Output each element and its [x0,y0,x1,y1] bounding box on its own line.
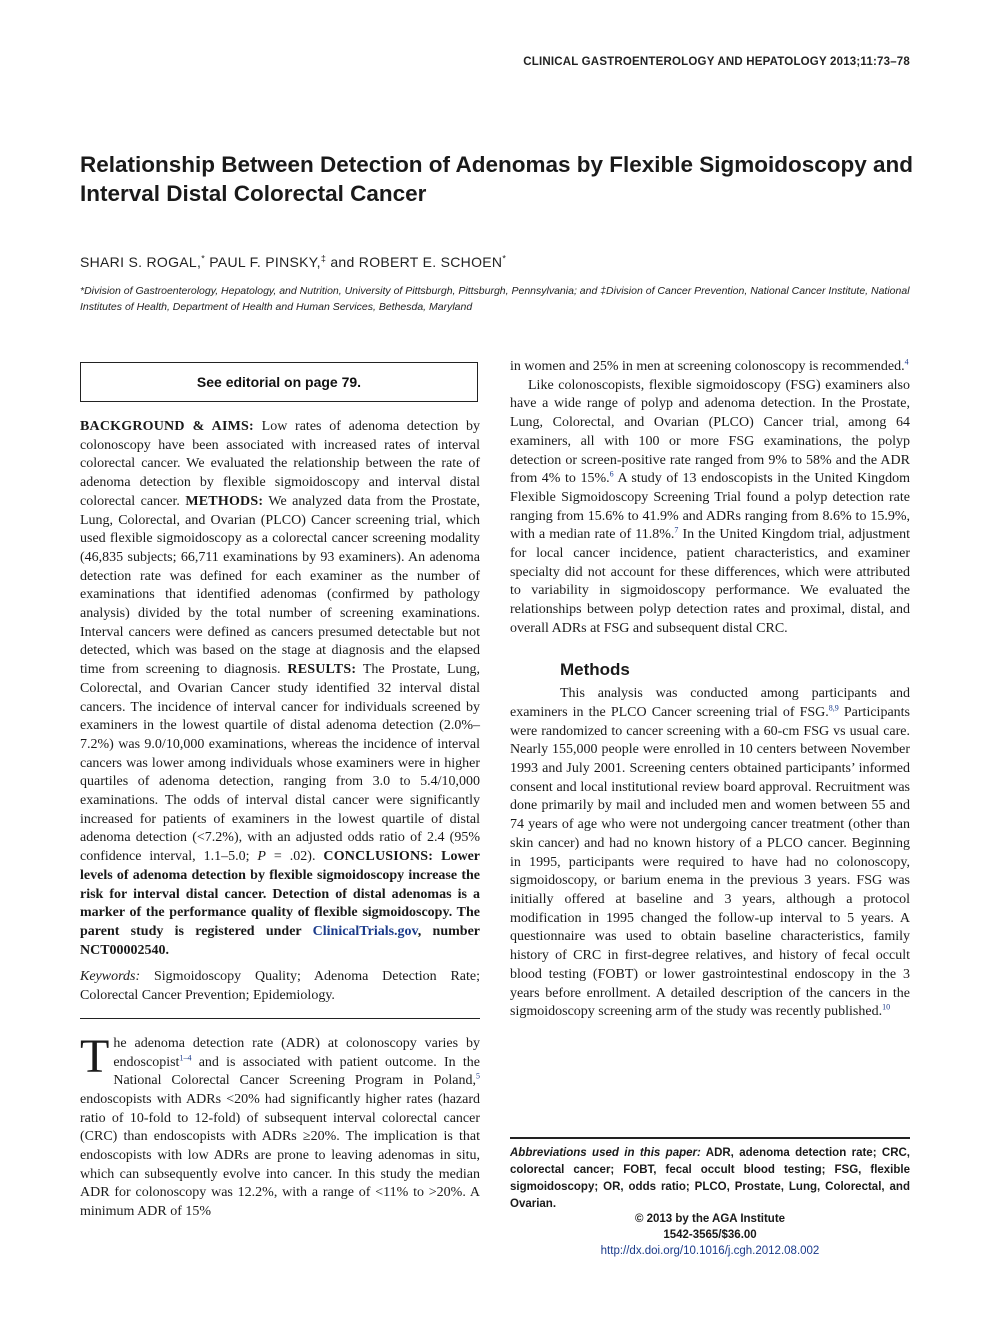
copyright-footer [510,1211,910,1259]
author-list [80,254,506,270]
intro-paragraph [80,1029,480,1222]
clinicaltrials-link[interactable]: ClinicalTrials.gov [312,923,418,939]
author-mark: ‡ [320,253,327,264]
author-schoen: and ROBERT E. SCHOEN [326,254,503,270]
left-column [80,418,480,1222]
abbreviations-box [510,1137,910,1213]
methods-heading: Methods [560,659,630,679]
body-paragraph [510,377,910,639]
abstract-background-heading: BACKGROUND & AIMS: [80,419,254,434]
author-mark: * [502,253,507,264]
citation-ref[interactable]: 6 [609,469,614,479]
keywords-text: Sigmoidoscopy Quality; Adenoma Detection Rate; Colorectal Cancer Prevention; Epidemiology. [80,969,480,1004]
abstract-conclusions-end: , number NCT00002540. [80,923,480,958]
abstract-conclusions-heading: CONCLUSIONS: [323,849,434,865]
doi-link[interactable]: http://dx.doi.org/10.1016/j.cgh.2012.08.002 [600,1245,820,1257]
drop-cap: T [80,1029,110,1083]
body-paragraph [510,358,910,377]
editorial-link-box[interactable]: See editorial on page 79. [80,362,478,402]
p-value-symbol: P [257,849,266,865]
citation-ref[interactable]: 8,9 [828,703,839,713]
abbreviations-text: ADR, adenoma detection rate; CRC, colorectal cancer; FOBT, fecal occult blood testing; FSG, flexible sigmoidoscopy; OR, odds ratio; PLCO, Prostate, Lung, Colorectal, and Ovarian. [510,1147,911,1210]
abstract-results-heading: RESULTS: [287,662,357,678]
divider [80,1018,480,1019]
article-title: Relationship Between Detection of Adenomas by Flexible Sigmoidoscopy and Interval Distal Colorectal Cancer [80,152,914,206]
abstract-results-text-end: = .02). [265,849,324,865]
citation-ref[interactable]: 10 [882,1002,891,1012]
keywords [80,968,480,1005]
abbreviations-label: Abbreviations used in this paper: [510,1147,701,1159]
affiliations: *Division of Gastroenterology, Hepatology, and Nutrition, University of Pittsburgh, Pittsburgh, Pennsylvania; and ‡Division of Cancer Prevention, National Cancer Institute, National Institutes of Health, Department of Health and Human Services, Bethesda, Maryland [80,285,910,313]
abstract-background-text: Low rates of adenoma detection by colonoscopy have been associated with increased rates of interval colorectal cancer. We evaluated the relationship between the rate of adenoma detection by flexible sigmoidoscopy and interval distal colorectal cancer. [80,419,480,509]
body-text: A study of 13 endoscopists in the United Kingdom Flexible Sigmoidoscopy Screening Trial found a polyp detection rate ranging from 15.6% to 41.9% and ADRs ranging from 8.6% to 15.9%, with a median rate of 11.8%. [510,471,910,543]
author-rogal: SHARI S. ROGAL, [80,254,202,270]
body-text: in women and 25% in men at screening colonoscopy is recommended. [510,359,905,374]
abstract-methods-text: We analyzed data from the Prostate, Lung, Colorectal, and Ovarian (PLCO) Cancer screening trial, which used flexible sigmoidoscopy as a colorectal cancer screening modality (46,835 subjects; 66,711 examinations by 93 examiners). An adenoma detection rate was defined for each examiner as the number of examinations that identified adenomas (confirmed by pathology analysis) divided by the total number of screening examinations. Interval cancers were defined as cancers presumed detectable but not detected, which was based on the stage at diagnosis and the elapsed time from screening to diagnosis. [80,493,480,678]
author-mark: * [201,253,206,264]
body-text: This analysis was conducted among participants and examiners in the PLCO Cancer screening trial of FSG. [510,686,910,720]
abstract-methods-heading: METHODS: [185,493,264,509]
issn-price: 1542-3565/$36.00 [663,1229,757,1241]
keywords-label: Keywords: [80,969,141,985]
right-column [510,358,910,1022]
intro-text: and is associated with patient outcome. In the National Colorectal Cancer Screening Program in Poland, [113,1054,480,1089]
body-text: Like colonoscopists, flexible sigmoidoscopy (FSG) examiners also have a wide range of polyp and adenoma detection. In the Prostate, Lung, Colorectal, and Ovarian (PLCO) Cancer trial, among 64 examiners, all with 100 or more FSG examinations, the polyp detection or screen-positive rate ranged from 9% to 58% and the ADR from 4% to 15%. [510,377,910,487]
abstract-results-text: The Prostate, Lung, Colorectal, and Ovarian Cancer study identified 32 interval distal cancers. The incidence of interval cancer for individuals screened by examiners in the lowest quartile of distal adenoma detection (2.0%–7.2%) was 9.0/10,000 examinations, whereas the incidence of interval cancers was lower among individuals whose examiners were in higher quartiles of adenoma detection, ranging from 3.0 to 5.4/10,000 examinations. The odds of interval distal cancer were significantly increased for patients of examiners in the lowest quartile of distal adenoma detection (<7.2%), with an adjusted odds ratio of 2.4 (95% confidence interval, 1.1–5.0; [80,662,480,865]
abstract-conclusions-text: Lower levels of adenoma detection by flexible sigmoidoscopy increase the risk for interval distal cancer. Detection of distal adenomas is a marker of the performance quality of flexible sigmoidoscopy. The parent study is registered under [80,849,480,939]
intro-text: he adenoma detection rate (ADR) at colonoscopy varies by endoscopist [113,1035,480,1070]
body-text: In the United Kingdom trial, adjustment for local cancer incidence, patient characteristics, and examiner specialty did not account for these differences, which were attributed to variability in sigmoidoscopy performance. We evaluated the relationships between polyp detection rates and proximal, distal, and overall ADRs at FSG and subsequent distal CRC. [510,527,910,636]
journal-citation: CLINICAL GASTROENTEROLOGY AND HEPATOLOGY 2013;11:73–78 [523,56,910,68]
citation-ref[interactable]: 5 [476,1071,480,1081]
citation-ref[interactable]: 1–4 [179,1052,192,1062]
abstract [80,418,480,960]
copyright: © 2013 by the AGA Institute [634,1213,786,1225]
body-text: Participants were randomized to cancer screening with a 60-cm FSG vs usual care. Nearly 155,000 people were enrolled in 10 centers between November 1993 and July 2001. Screening centers obtained participants’ informed consent and local institutional review board approval. Recruitment was done primarily by mail and included men and women between 55 and 74 years of age who were not undergoing cancer treatment (other than skin cancer) and had no known history of a PLCO cancer. Beginning in 1995, participants were required to have had no colonoscopy, sigmoidoscopy, or barium enema in the previous 3 years. FSG was initially offered at baseline and 3 years, although a protocol modification in 1995 changed the follow-up interval to 5 years. A questionnaire was used to obtain baseline characteristics, family history of CRC in first-degree relatives, and history of fecal occult blood testing (FOBT) or lower gastrointestinal endoscopy in the 3 years before enrollment. A detailed description of the cancers in the sigmoidoscopy screening arm of the study was recently published. [510,704,910,1020]
citation-ref[interactable]: 4 [904,357,909,367]
citation-ref[interactable]: 7 [674,525,679,535]
author-pinsky: PAUL F. PINSKY, [205,254,321,270]
intro-text: endoscopists with ADRs <20% had significantly higher rates (hazard ratio of 10-fold to 12-fold) of subsequent interval colorectal cancer (CRC) than endoscopists with ADRs ≥20%. The implication is that endoscopists with low ADRs are prone to leaving adenomas in situ, which can subsequently evolve into cancer. In this study the median ADR for colonoscopy was 12.2%, with a range of <11% to >20%. A minimum ADR of 15% [80,1091,480,1220]
methods-paragraph [510,685,910,1022]
